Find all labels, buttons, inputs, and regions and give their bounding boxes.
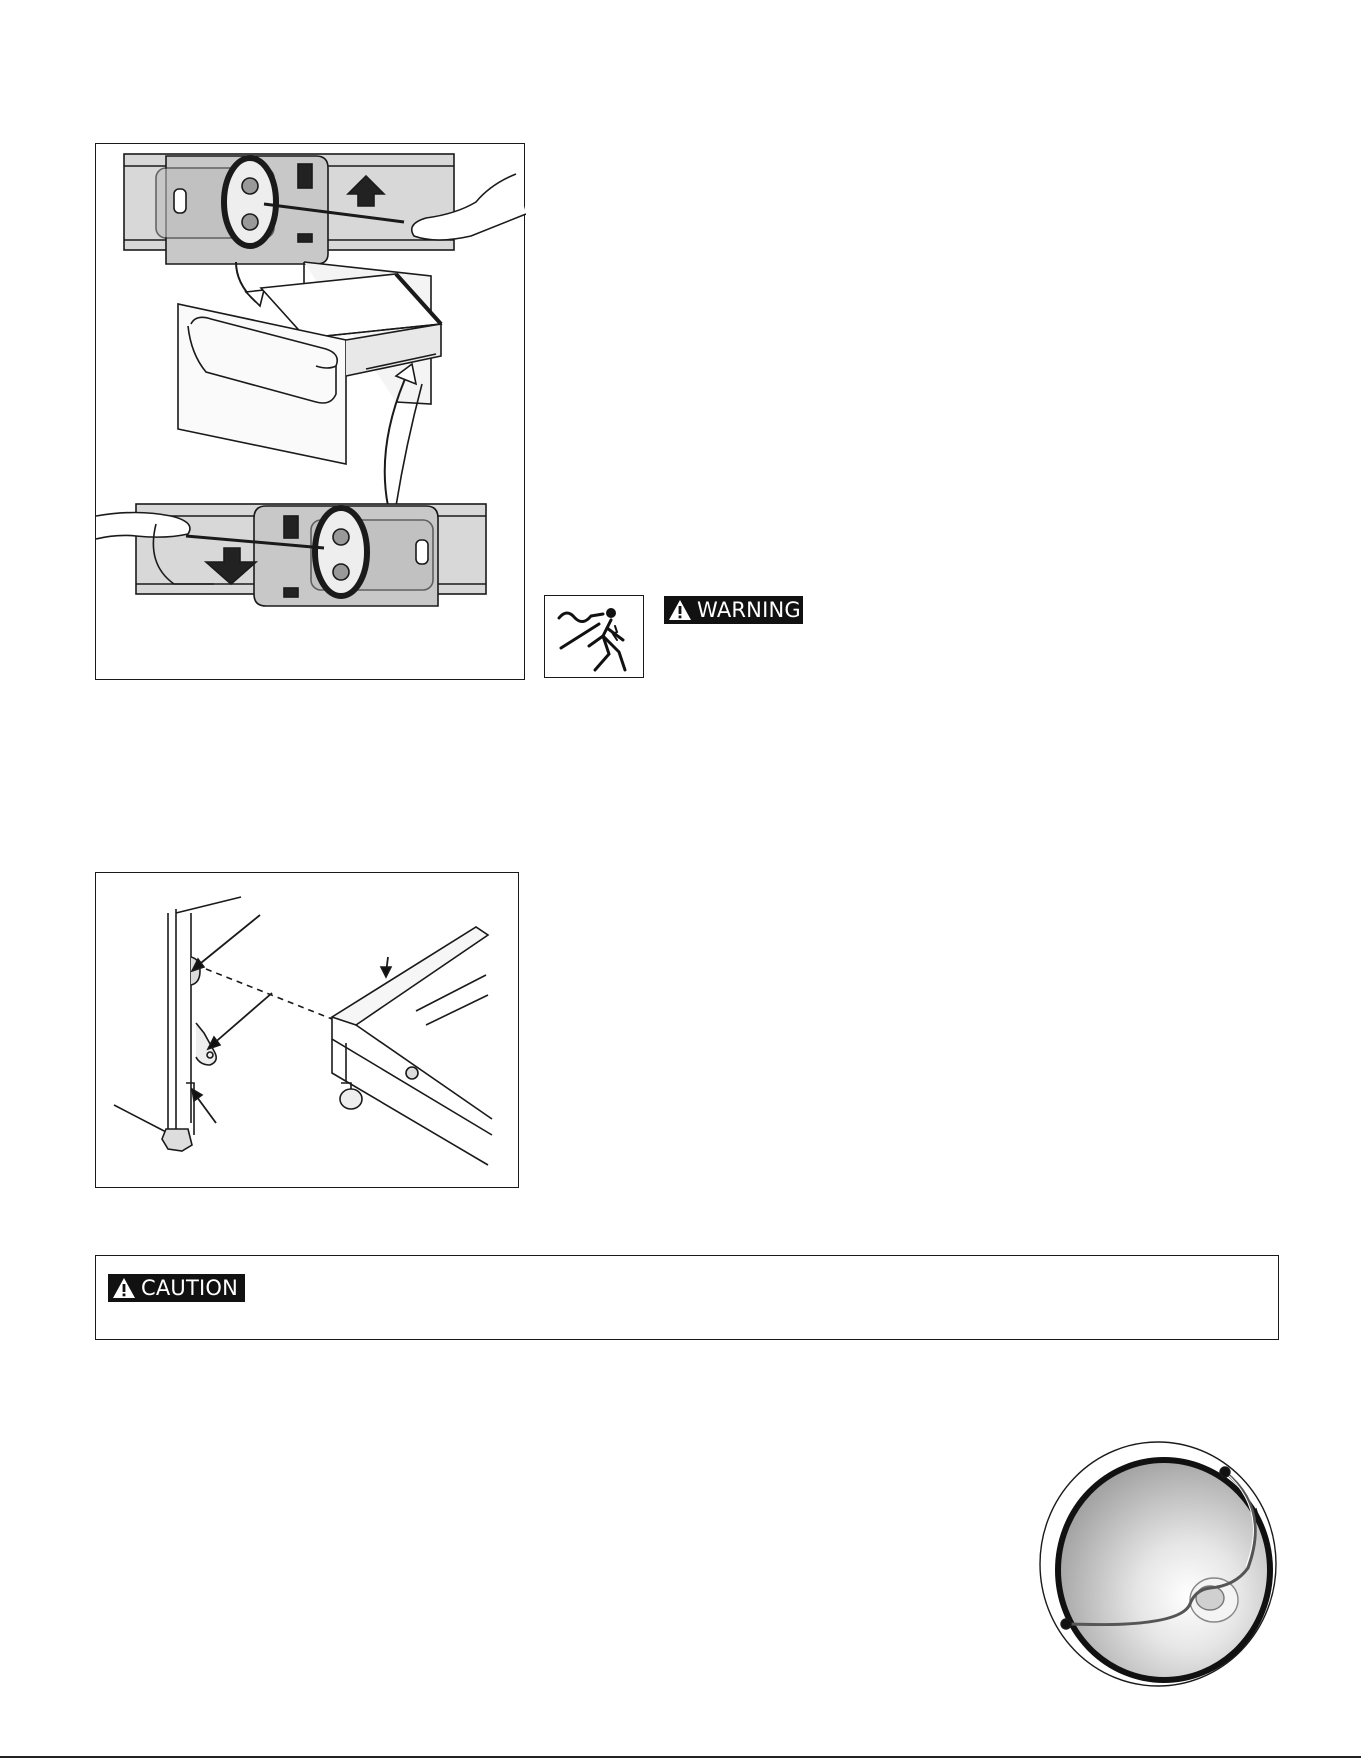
electric-shock-icon [544, 595, 644, 678]
warning-label: WARNING [697, 598, 801, 622]
lamp-cover-illustration [1030, 1428, 1290, 1698]
caution-box [95, 1255, 1279, 1340]
pedestal-alignment-illustration [96, 873, 520, 1189]
pedestal-alignment-figure [95, 872, 519, 1188]
caution-triangle-icon [112, 1277, 136, 1299]
drawer-removal-figure [95, 143, 525, 680]
warning-triangle-icon [668, 599, 692, 621]
warning-badge [664, 596, 803, 624]
caution-badge [108, 1274, 245, 1302]
drawer-removal-illustration [96, 144, 526, 681]
caution-label: CAUTION [141, 1276, 239, 1300]
page-bottom-rule [0, 1756, 1361, 1758]
